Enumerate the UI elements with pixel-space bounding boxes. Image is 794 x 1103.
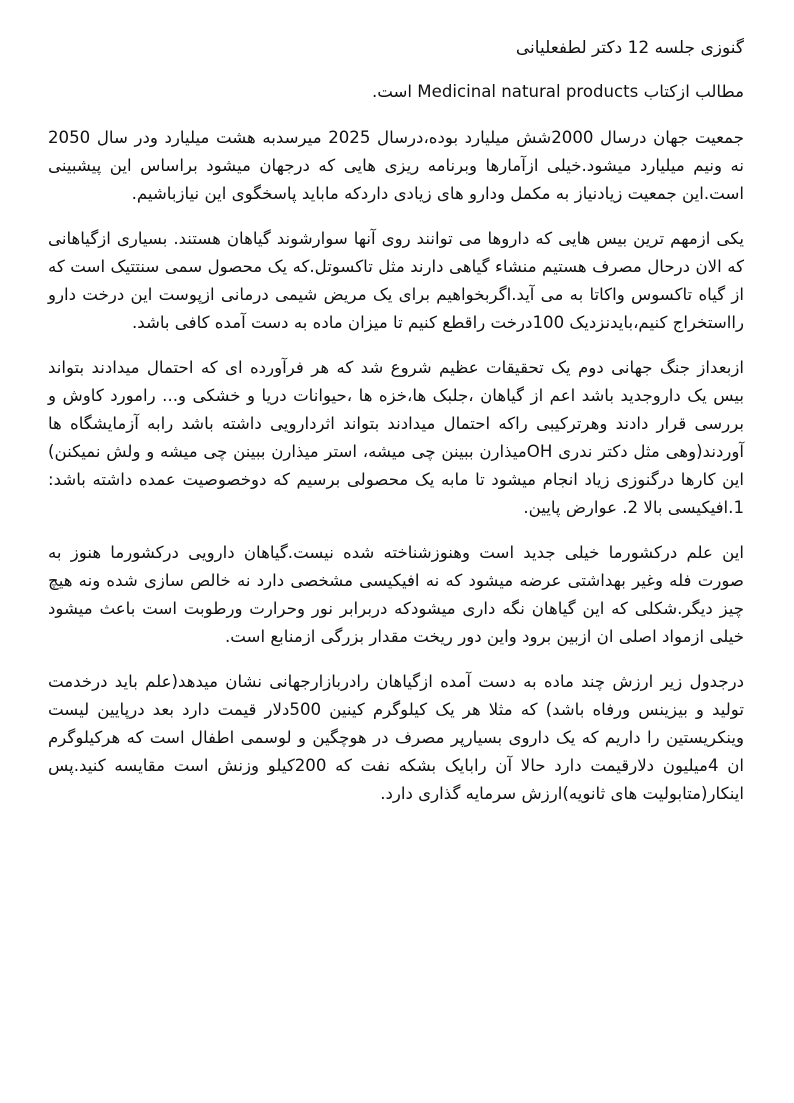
paragraph-plants-drug-base: یکی ازمهم ترین بیس هایی که داروها می توانند روی آنها سوارشوند گیاهان هستند. بسیاری ازگیاهانی که الان درحال مصرف هستیم منشاء گیاهی دارند مثل تاکسوتل.که یک محصول سمی سنتتیک است که از گیاه تاکسوس واکاتا به می آید.اگربخواهیم برای یک مریض شیمی درمانی ازپوست این درخت دارو رااستخراج کنیم،بایدنزدیک 100درخت راقطع کنیم تا میزان ماده به دست آمده کافی باشد. [48, 229, 744, 332]
document-title: گنوزی جلسه 12 دکتر لطفعلیانی [515, 38, 744, 58]
paragraph-iran-herbal-state: این علم درکشورما خیلی جدید است وهنوزشناخته شده نیست.گیاهان دارویی درکشورما هنوز به صورت فله وغیر بهداشتی عرضه میشود که نه افیکیسی مشخصی دارد نه خالص سازی شده ونه هیچ چیز دیگر.شکلی که این گیاهان نگه داری میشودکه دربرابر نور وحرارت ورطوبت است باعث میشود خیلی ازمواد اصلی ان ازبین برود واین دور ریخت مقدار بزرگی ازمنابع است. [48, 543, 744, 646]
document-subtitle: مطالب ازکتاب Medicinal natural products است. [371, 82, 744, 101]
paragraph-market-value: درجدول زیر ارزش چند ماده به دست آمده ازگیاهان رادربازارجهانی نشان میدهد(علم باید درخدمت تولید و بیزینس ورفاه باشد) که مثلا هر یک کیلوگرم کینین 500دلار قیمت دارد بعد درپایین لیست وینکریستین را داریم که یک داروی بسیارپر مصرف در هوچگین و لوسمی اطفال است که هرکیلوگرم ان 4میلیون دلارقیمت دارد حالا آن رابایک بشکه نفت که 200کیلو وزنش است مقایسه کنید.پس اینکار(متابولیت های ثانویه)ارزش سرمایه گذاری دارد. [48, 672, 744, 803]
paragraph-post-war-research: ازبعداز جنگ جهانی دوم یک تحقیقات عظیم شروع شد که هر فرآورده ای که احتمال میدادند بتواند بیس یک داروجدید باشد اعم از گیاهان ،جلبک ها،خزه ها ،حیوانات دریا و خشکی و... رامورد کاوش و بررسی قرار دادند وهرترکیبی راکه احتمال میدادند بتواند اثردارویی داشته باشد رابه آزمایشگاه ها آوردند(وهی مثل دکتر ندری OHمیذارن ببینن چی میشه، استر میذارن ببینن چی میشه و ولش نمیکنن) این کارها درگنوزی زیاد انجام میشود تا مابه یک محصولی برسیم که دوخصوصیت عمده داشته باشد: 1.افیکیسی بالا 2. عوارض پایین. [48, 358, 744, 517]
paragraph-population: جمعیت جهان درسال 2000شش میلیارد بوده،درسال 2025 میرسدبه هشت میلیارد ودر سال 2050 نه ونیم میلیارد میشود.خیلی ازآمارها وبرنامه ریزی هایی که درجهان میشود براساس این پیشبینی است.این جمعیت زیادنیاز به مکمل ودارو های زیادی داردکه ماباید پاسخگوی این نیازباشیم. [48, 128, 744, 203]
